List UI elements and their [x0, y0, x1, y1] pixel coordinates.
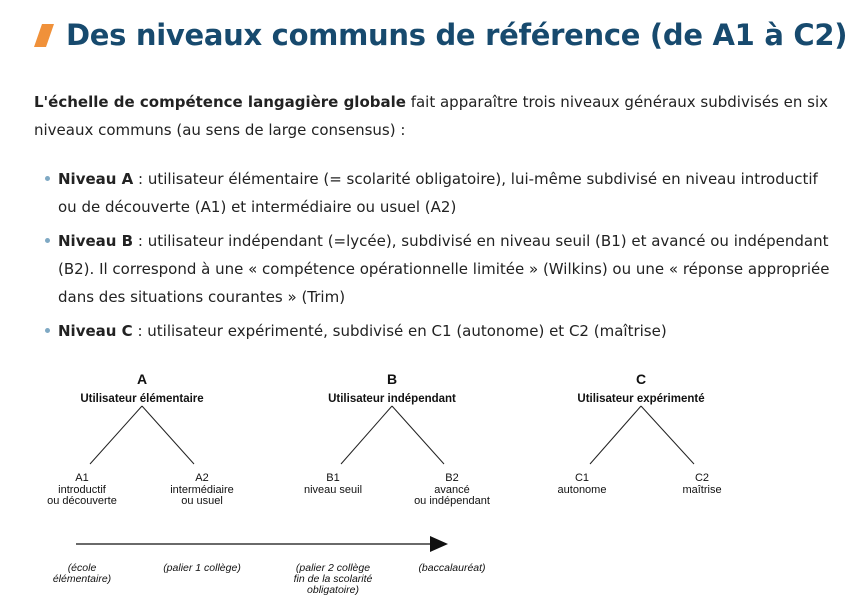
page-title: Des niveaux communs de référence (de A1 à C2) [66, 18, 848, 52]
timeline-label: (palier 1 collège) [163, 562, 241, 574]
level-group-label: Utilisateur élémentaire [80, 393, 204, 405]
sublevel-description: introductif [58, 484, 106, 496]
level-letter: A [136, 371, 148, 387]
level-text: : utilisateur indépendant (=lycée), subdivisé en niveau seuil (B1) et avancé ou indépendant (B2). Il correspond à une « compétence opérationnelle limitée » (Wilkins) ou une « réponse appropriée dans des situations courantes » (Trim) [58, 232, 830, 306]
sublevel-code: B1 [326, 472, 340, 484]
sublevel-description: intermédiaire [170, 484, 234, 496]
sublevel-description: ou indépendant [414, 495, 490, 507]
sublevel-description: avancé [434, 484, 470, 496]
bullet-icon [45, 176, 50, 181]
slash-accent-icon [34, 20, 56, 50]
level-name: Niveau B [58, 232, 134, 250]
sublevel-description: niveau seuil [303, 484, 363, 496]
level-name: Niveau A [58, 170, 134, 188]
list-item [34, 165, 834, 221]
bullet-icon [45, 328, 50, 333]
list-item [34, 317, 834, 345]
timeline-label: (école [67, 562, 97, 574]
sublevel-description: maîtrise [682, 484, 722, 496]
sublevel-description: ou usuel [181, 495, 223, 507]
bullet-icon [45, 238, 50, 243]
timeline-label: fin de la scolarité [293, 573, 373, 585]
timeline-label: obligatoire) [307, 584, 359, 596]
level-text: : utilisateur élémentaire (= scolarité obligatoire), lui-même subdivisé en niveau introductif ou de découverte (A1) et intermédiaire ou usuel (A2) [58, 170, 818, 216]
tree-branch-line [590, 406, 641, 464]
tree-branch-line [341, 406, 392, 464]
sublevel-code: B2 [445, 472, 459, 484]
level-letter: B [386, 371, 398, 387]
intro-bold: L'échelle de compétence langagière globale [34, 93, 406, 111]
tree-branch-line [641, 406, 694, 464]
sublevel-description: autonome [557, 484, 607, 496]
level-text: : utilisateur expérimenté, subdivisé en C1 (autonome) et C2 (maîtrise) [132, 322, 667, 340]
sublevel-description: ou découverte [47, 495, 117, 507]
timeline-label: élémentaire) [52, 573, 112, 585]
tree-branch-line [392, 406, 444, 464]
list-item [34, 227, 834, 311]
levels-diagram [0, 360, 862, 608]
sublevel-code: A2 [195, 472, 209, 484]
sublevel-code: A1 [75, 472, 89, 484]
level-name: Niveau C [58, 322, 133, 340]
levels-list [34, 165, 834, 351]
tree-branch-line [90, 406, 142, 464]
intro-paragraph [34, 88, 834, 144]
arrow-head-icon [430, 536, 448, 552]
level-letter: C [635, 371, 647, 387]
tree-branch-line [142, 406, 194, 464]
sublevel-code: C1 [574, 472, 590, 484]
level-group-label: Utilisateur indépendant [328, 393, 456, 405]
level-group-label: Utilisateur expérimenté [577, 393, 705, 405]
timeline-label: (palier 2 collège [295, 562, 371, 574]
timeline-label: (baccalauréat) [418, 562, 486, 574]
intro-text: fait apparaître trois niveaux généraux subdivisés en six niveaux communs (au sens de large consensus) : [34, 93, 828, 139]
title-row [34, 18, 847, 52]
sublevel-code: C2 [694, 472, 710, 484]
